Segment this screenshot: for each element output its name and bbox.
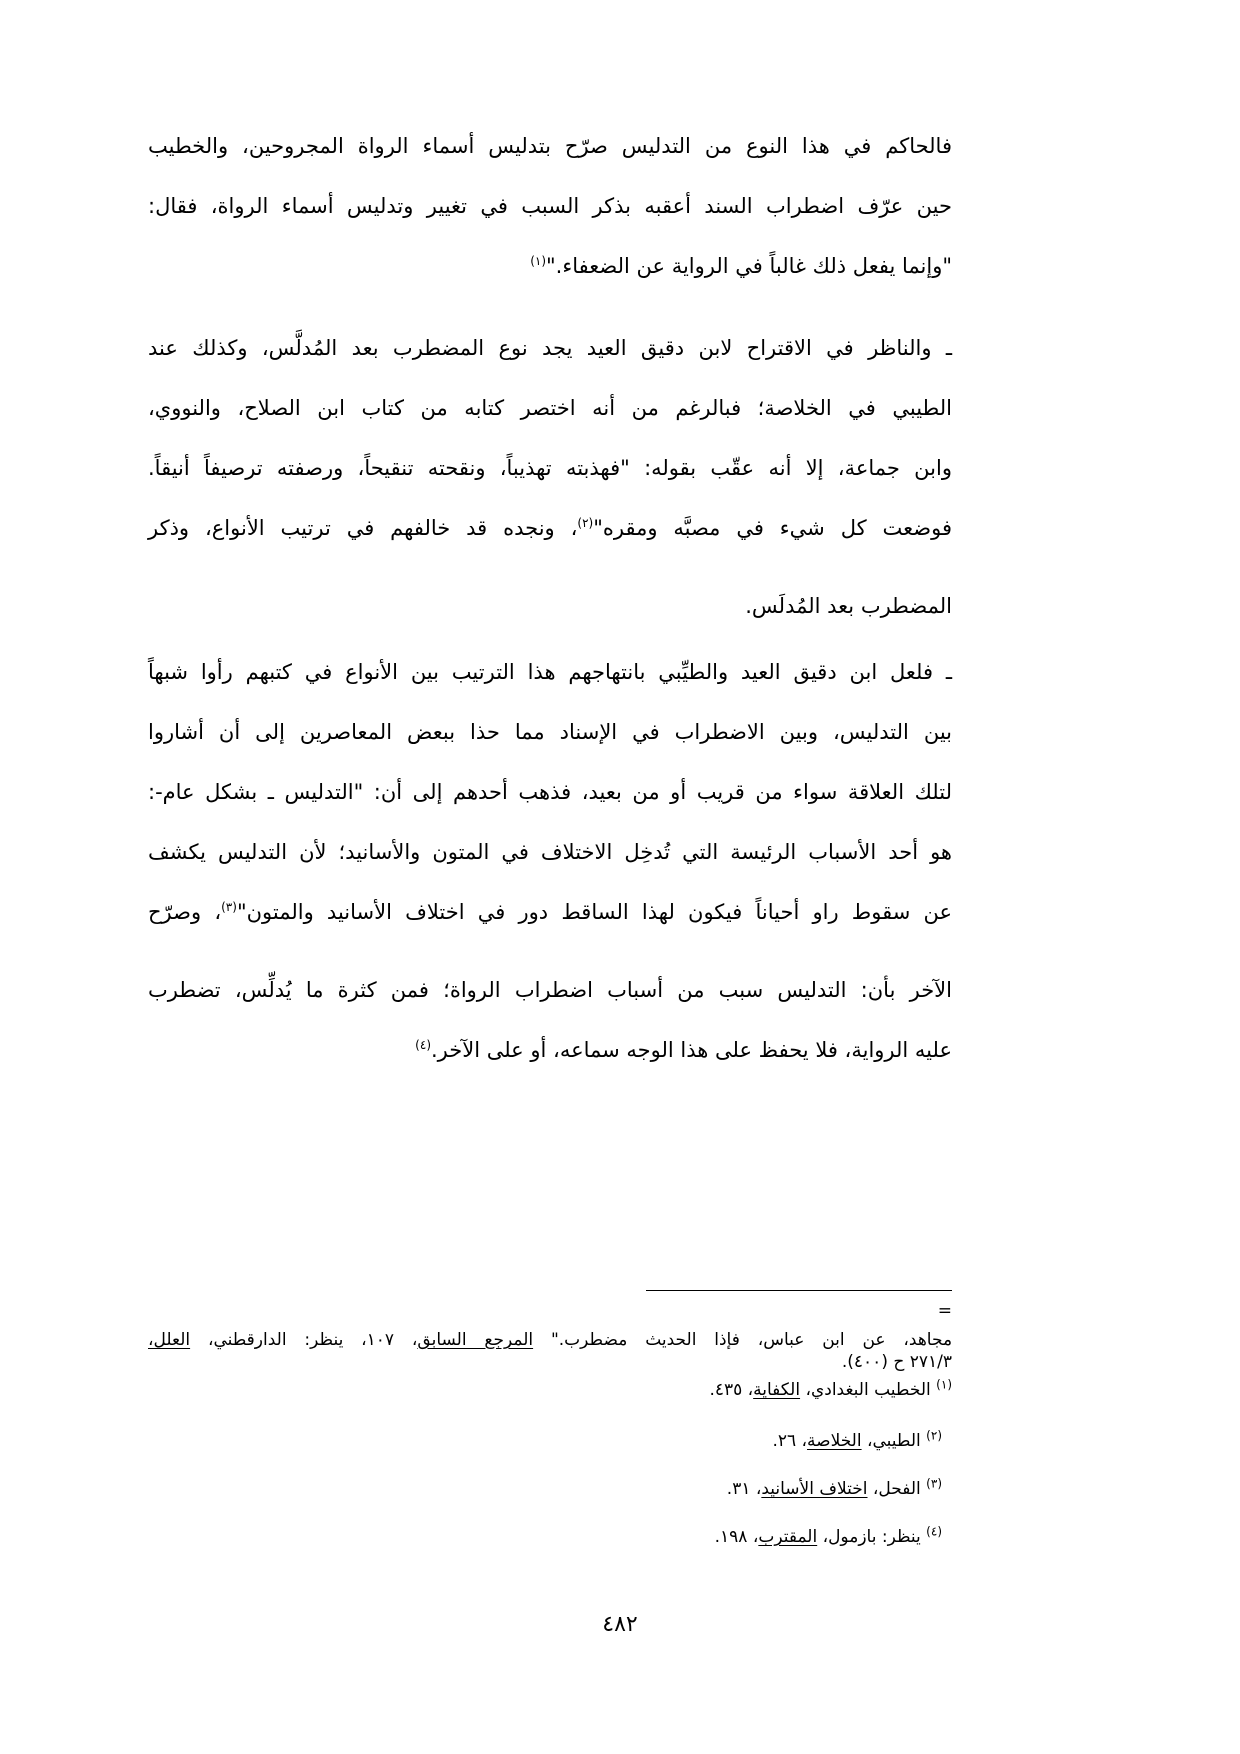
- footnote-2-page: ، ٢٦.: [772, 1431, 808, 1451]
- paragraph-3-line-6: الآخر بأن: التدليس سبب من أسباب اضطراب الرواة؛ فمن كثرة ما يُدلِّس، تضطرب: [148, 978, 952, 1002]
- paragraph-3-line-5: [148, 882, 952, 942]
- footnote-1-page: ، ٤٣٥.: [709, 1380, 754, 1400]
- paragraph-2-line-3: وابن جماعة، إلا أنه عقّب بقوله: "فهذبته تهذيباً، ونقحته تنقيحاً، ورصفته ترصيفاً أنيقاً.: [148, 456, 952, 480]
- footnote-4-page: ، ١٩٨.: [714, 1527, 759, 1547]
- paragraph-3-line-5-text-a: عن سقوط راو أحياناً فيكون لهذا الساقط دور في اختلاف الأسانيد والمتون": [236, 900, 953, 924]
- paragraph-2-line-4-text-a: فوضعت كل شيء في مصبَّه ومقره": [593, 516, 952, 540]
- footnote-2-number: (٢): [926, 1428, 942, 1443]
- footnote-3-page: ، ٣١.: [726, 1479, 762, 1499]
- footnote-4-number: (٤): [926, 1524, 942, 1539]
- paragraph-3-line-7-text: عليه الرواية، فلا يحفظ على هذا الوجه سماعه، أو على الآخر.: [431, 1038, 952, 1062]
- footnote-continuation-source-2: العلل،: [148, 1330, 191, 1350]
- paragraph-2-line-2: الطيبي في الخلاصة؛ فبالرغم من أنه اختصر كتابه من كتاب ابن الصلاح، والنووي،: [148, 396, 952, 420]
- footnote-1: [148, 1377, 952, 1400]
- footnote-ref-4: (٤): [415, 1038, 431, 1052]
- footnote-continuation-text-c: ، ١٠٧، ينظر: الدارقطني،: [207, 1330, 418, 1350]
- footnote-continuation-marker: =: [937, 1301, 952, 1321]
- paragraph-1-line-3: [148, 236, 952, 296]
- footnote-3-title: اختلاف الأسانيد: [761, 1479, 868, 1499]
- page-number: ٤٨٢: [602, 1612, 638, 1637]
- paragraph-3-line-5-text-b: ، وصرّح: [148, 900, 222, 924]
- footnote-continuation-text-a: مجاهد، عن ابن عباس، فإذا الحديث مضطرب.": [550, 1330, 953, 1350]
- paragraph-1-line-3-text: "وإنما يفعل ذلك غالباً في الرواية عن الضعفاء.": [546, 254, 952, 278]
- footnote-ref-1: (١): [530, 254, 547, 268]
- footnote-ref-2: (٢): [577, 516, 594, 530]
- paragraph-3-line-4: هو أحد الأسباب الرئيسة التي تُدخِل الاختلاف في المتون والأسانيد؛ لأن التدليس يكشف: [148, 840, 952, 864]
- paragraph-2-line-4-text-b: ، ونجده قد خالفهم في ترتيب الأنواع، وذكر: [148, 516, 578, 540]
- paragraph-3-line-1: ـ فلعل ابن دقيق العيد والطيِّبي بانتهاجهم هذا الترتيب بين الأنواع في كتبهم رأوا شبهاً: [148, 660, 952, 684]
- footnote-4-title: المقترب: [758, 1527, 818, 1547]
- footnote-separator: [646, 1290, 952, 1291]
- paragraph-2-line-5: المضطرب بعد المُدلَس.: [745, 594, 952, 618]
- paragraph-1-line-2: حين عرّف اضطراب السند أعقبه بذكر السبب في تغيير وتدليس أسماء الرواة، فقال:: [148, 194, 952, 218]
- paragraph-2-line-4: [148, 498, 952, 558]
- footnote-2: [148, 1428, 952, 1451]
- footnote-continuation-line-1: [148, 1330, 952, 1350]
- footnote-1-number: (١): [936, 1377, 952, 1392]
- footnote-3-number: (٣): [926, 1476, 942, 1491]
- footnote-3: [148, 1476, 952, 1499]
- footnote-2-title: الخلاصة: [807, 1431, 862, 1451]
- paragraph-2-line-1: ـ والناظر في الاقتراح لابن دقيق العيد يجد نوع المضطرب بعد المُدلَّس، وكذلك عند: [148, 336, 952, 360]
- footnote-2-author: الطيبي،: [861, 1431, 921, 1451]
- footnote-3-author: الفحل،: [867, 1479, 921, 1499]
- footnote-continuation-line-2: ٢٧١/٣ ح (٤٠٠).: [841, 1352, 952, 1372]
- paragraph-3-line-2: بين التدليس، وبين الاضطراب في الإسناد مما حذا ببعض المعاصرين إلى أن أشاروا: [148, 720, 952, 744]
- footnote-1-author: الخطيب البغدادي،: [800, 1380, 931, 1400]
- footnote-4: [148, 1524, 952, 1547]
- footnote-continuation-source-1: المرجع السابق: [417, 1330, 534, 1350]
- paragraph-3-line-7: [148, 1020, 952, 1080]
- footnote-4-author: ينظر: بازمول،: [817, 1527, 921, 1547]
- footnote-ref-3: (٣): [221, 900, 237, 914]
- footnote-1-title: الكفاية: [753, 1380, 801, 1400]
- paragraph-3-line-3: لتلك العلاقة سواء من قريب أو من بعيد، فذهب أحدهم إلى أن: "التدليس ـ بشكل عام-:: [148, 780, 952, 804]
- paragraph-1-line-1: فالحاكم في هذا النوع من التدليس صرّح بتدليس أسماء الرواة المجروحين، والخطيب: [148, 134, 952, 158]
